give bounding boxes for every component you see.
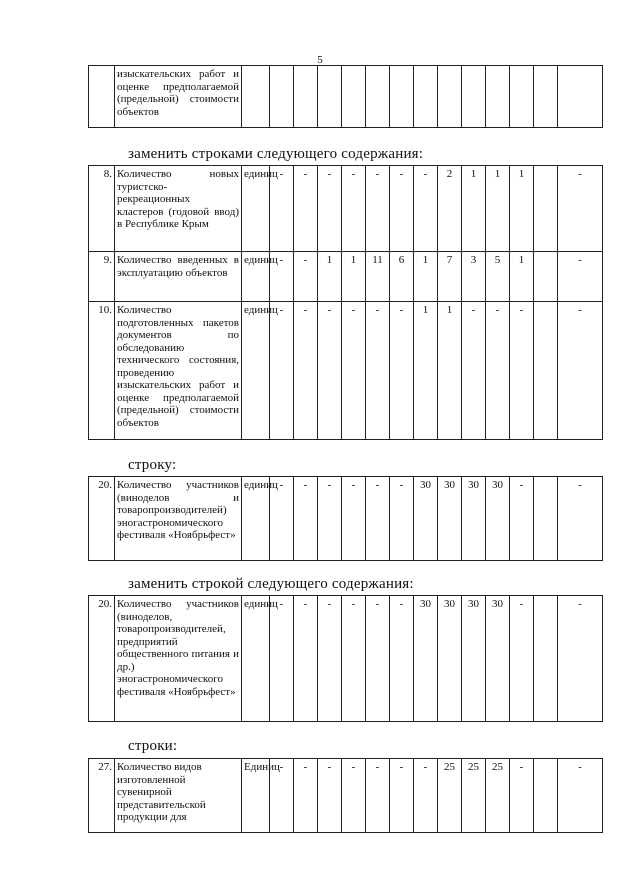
value-cell: -	[294, 252, 318, 302]
row-number: 20.	[89, 477, 115, 561]
section-heading: заменить строками следующего содержания:	[128, 146, 424, 162]
indicator-table-old-row	[88, 476, 603, 561]
value-cell	[414, 66, 438, 128]
indicator-name: Количество введенных в эксплуатацию объектов	[115, 252, 242, 302]
value-cell: -	[318, 477, 342, 561]
row-number: 20.	[89, 596, 115, 722]
value-cell: -	[318, 166, 342, 252]
indicator-name: Количество новых туристско-рекреационных кластеров (годовой ввод) в Республике Крым	[115, 166, 242, 252]
value-cell: 25	[462, 759, 486, 833]
unit-cell: единиц	[242, 302, 270, 440]
value-cell	[534, 596, 558, 722]
value-cell: 5	[486, 252, 510, 302]
value-cell	[534, 166, 558, 252]
value-cell: 6	[390, 252, 414, 302]
value-cell: 1	[510, 166, 534, 252]
value-cell: 1	[510, 252, 534, 302]
value-cell: -	[510, 759, 534, 833]
value-cell	[558, 66, 603, 128]
value-cell: -	[558, 166, 603, 252]
value-cell: -	[558, 302, 603, 440]
row-number	[89, 66, 115, 128]
value-cell: 25	[438, 759, 462, 833]
value-cell: 1	[342, 252, 366, 302]
value-cell: -	[414, 759, 438, 833]
section-heading: строки:	[128, 738, 178, 754]
indicator-table-continuation	[88, 65, 603, 128]
table-row	[89, 759, 603, 833]
value-cell: 25	[486, 759, 510, 833]
value-cell: -	[366, 596, 390, 722]
value-cell: -	[270, 596, 294, 722]
value-cell: -	[390, 759, 414, 833]
value-cell: -	[318, 759, 342, 833]
value-cell: 1	[462, 166, 486, 252]
value-cell: -	[270, 477, 294, 561]
indicator-name: Количество подготовленных пакетов документов по обследованию технического состояния, проведению изыскательских работ и оценке предполагаемой (предельной) стоимости объектов	[115, 302, 242, 440]
value-cell: -	[342, 596, 366, 722]
table-row	[89, 252, 603, 302]
indicator-name: изыскательских работ и оценке предполагаемой (предельной) стоимости объектов	[115, 66, 242, 128]
row-number: 10.	[89, 302, 115, 440]
value-cell: -	[342, 477, 366, 561]
value-cell: 30	[486, 477, 510, 561]
value-cell: -	[558, 477, 603, 561]
value-cell: -	[294, 302, 318, 440]
value-cell: -	[270, 252, 294, 302]
value-cell: 1	[414, 302, 438, 440]
value-cell	[534, 66, 558, 128]
value-cell: -	[558, 596, 603, 722]
value-cell: 30	[462, 596, 486, 722]
value-cell: 30	[486, 596, 510, 722]
value-cell	[462, 66, 486, 128]
value-cell	[534, 477, 558, 561]
value-cell: -	[558, 252, 603, 302]
row-number: 8.	[89, 166, 115, 252]
value-cell: -	[366, 302, 390, 440]
value-cell: 3	[462, 252, 486, 302]
section-heading: строку:	[128, 457, 177, 473]
value-cell	[294, 66, 318, 128]
value-cell: 30	[462, 477, 486, 561]
indicator-table-new-row	[88, 595, 603, 722]
unit-cell: единиц	[242, 166, 270, 252]
table-row	[89, 302, 603, 440]
value-cell: -	[270, 302, 294, 440]
value-cell: -	[270, 166, 294, 252]
indicator-name: Количество видов изготовленной сувенирной представительской продукции для	[115, 759, 242, 833]
value-cell	[486, 66, 510, 128]
value-cell: -	[318, 302, 342, 440]
value-cell: -	[342, 302, 366, 440]
value-cell: 1	[486, 166, 510, 252]
value-cell: -	[558, 759, 603, 833]
value-cell: -	[294, 166, 318, 252]
value-cell: -	[510, 302, 534, 440]
table-row	[89, 66, 603, 128]
value-cell: -	[366, 477, 390, 561]
value-cell: 11	[366, 252, 390, 302]
value-cell: 30	[414, 596, 438, 722]
value-cell: 1	[318, 252, 342, 302]
indicator-name: Количество участников (виноделов, товаропроизводителей, предприятий общественного питания и др.) эногастрономического фестиваля «Ноябрьфест»	[115, 596, 242, 722]
value-cell: -	[462, 302, 486, 440]
value-cell: -	[510, 477, 534, 561]
value-cell	[438, 66, 462, 128]
value-cell: -	[342, 166, 366, 252]
value-cell: 30	[438, 477, 462, 561]
value-cell: -	[294, 596, 318, 722]
value-cell: -	[294, 759, 318, 833]
value-cell	[534, 302, 558, 440]
value-cell	[534, 759, 558, 833]
row-number: 9.	[89, 252, 115, 302]
value-cell	[534, 252, 558, 302]
value-cell: 7	[438, 252, 462, 302]
unit-cell: единиц	[242, 596, 270, 722]
value-cell: -	[486, 302, 510, 440]
value-cell: -	[510, 596, 534, 722]
unit-cell: единиц	[242, 252, 270, 302]
value-cell: -	[318, 596, 342, 722]
value-cell: -	[390, 596, 414, 722]
value-cell	[510, 66, 534, 128]
value-cell: -	[390, 166, 414, 252]
table-row	[89, 596, 603, 722]
value-cell: -	[270, 759, 294, 833]
unit-cell	[242, 66, 270, 128]
table-row	[89, 477, 603, 561]
unit-cell: единиц	[242, 477, 270, 561]
section-heading: заменить строкой следующего содержания:	[128, 576, 414, 592]
value-cell: -	[366, 759, 390, 833]
value-cell	[390, 66, 414, 128]
value-cell	[342, 66, 366, 128]
value-cell: 30	[438, 596, 462, 722]
value-cell: 30	[414, 477, 438, 561]
page-number: 5	[317, 54, 323, 66]
value-cell: 1	[414, 252, 438, 302]
unit-cell: Единиц	[242, 759, 270, 833]
indicator-name: Количество участников (виноделов и товаропроизводителей) эногастрономического фестиваля «Ноябрьфест»	[115, 477, 242, 561]
value-cell	[318, 66, 342, 128]
value-cell: -	[366, 166, 390, 252]
value-cell	[366, 66, 390, 128]
value-cell: -	[390, 302, 414, 440]
value-cell: -	[414, 166, 438, 252]
row-number: 27.	[89, 759, 115, 833]
value-cell: -	[294, 477, 318, 561]
value-cell	[270, 66, 294, 128]
table-row	[89, 166, 603, 252]
value-cell: 1	[438, 302, 462, 440]
indicator-table-rows	[88, 758, 603, 833]
value-cell: -	[390, 477, 414, 561]
value-cell: 2	[438, 166, 462, 252]
indicator-table-replacement	[88, 165, 603, 440]
value-cell: -	[342, 759, 366, 833]
